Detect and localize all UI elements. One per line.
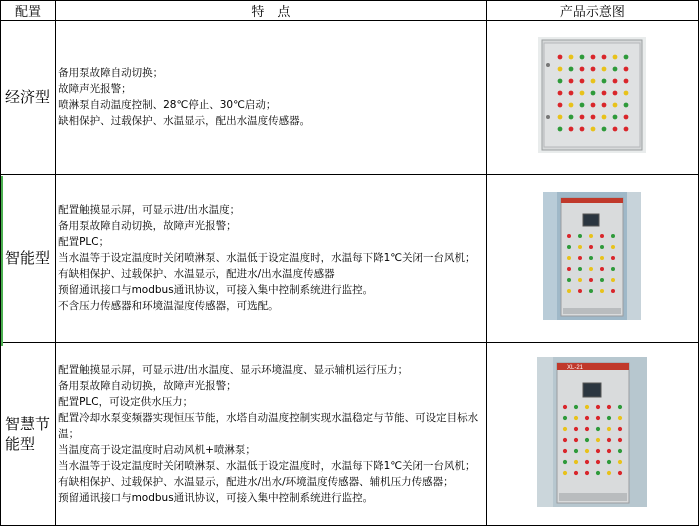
- indicator-light-icon: [624, 67, 629, 72]
- features-cell: [56, 21, 487, 175]
- indicator-light-icon: [618, 438, 622, 442]
- indicator-light-icon: [558, 103, 563, 108]
- row-divider-accent: [1, 176, 3, 346]
- feature-line: 配置冷却水泵变频器实现恒压节能，水塔自动温度控制实现水温稳定与节能、可设定目标水温；: [58, 412, 479, 441]
- indicator-light-icon: [589, 256, 593, 260]
- indicator-light-icon: [613, 91, 618, 96]
- indicator-light-icon: [591, 103, 596, 108]
- indicator-light-icon: [596, 449, 600, 453]
- indicator-light-icon: [624, 55, 629, 60]
- indicator-light-icon: [567, 267, 571, 271]
- features-cell: [56, 174, 487, 343]
- indicator-light-icon: [607, 427, 611, 431]
- feature-line: 有缺相保护、过载保护、水温显示，配进水/出水/环境温度传感器、辅机压力传感器；: [58, 476, 454, 489]
- product-image-cell: [486, 343, 698, 526]
- indicator-light-icon: [563, 416, 567, 420]
- header-features: 特 点: [56, 1, 487, 21]
- indicator-light-icon: [591, 55, 596, 60]
- indicator-light-icon: [596, 438, 600, 442]
- indicator-light-icon: [567, 245, 571, 249]
- product-image-cell: [486, 174, 698, 343]
- type-label: 智慧节能型: [5, 415, 51, 454]
- indicator-light-icon: [585, 416, 589, 420]
- feature-line: 预留通讯接口与modbus通讯协议，可接入集中控制系统进行监控。: [58, 284, 374, 297]
- indicator-light-icon: [596, 405, 600, 409]
- indicator-light-icon: [602, 79, 607, 84]
- indicator-light-icon: [574, 416, 578, 420]
- indicator-light-icon: [569, 103, 574, 108]
- type-label: 经济型: [5, 88, 51, 107]
- indicator-light-icon: [585, 438, 589, 442]
- indicator-light-icon: [580, 127, 585, 132]
- indicator-light-icon: [600, 289, 604, 293]
- indicator-light-icon: [569, 115, 574, 120]
- indicator-light-icon: [607, 449, 611, 453]
- indicator-light-icon: [618, 471, 622, 475]
- indicator-light-icon: [618, 416, 622, 420]
- indicator-light-icon: [611, 234, 615, 238]
- indicator-light-icon: [589, 278, 593, 282]
- indicator-light-icon: [589, 289, 593, 293]
- indicator-light-icon: [591, 127, 596, 132]
- indicator-light-icon: [596, 471, 600, 475]
- indicator-light-icon: [585, 460, 589, 464]
- indicator-light-icon: [567, 234, 571, 238]
- indicator-light-icon: [578, 245, 582, 249]
- indicator-light-icon: [618, 449, 622, 453]
- feature-line: 备用泵故障自动切换，故障声光报警；: [58, 380, 237, 393]
- indicator-light-icon: [563, 471, 567, 475]
- indicator-light-icon: [611, 245, 615, 249]
- feature-line: 不含压力传感器和环境温湿度传感器，可选配。: [58, 300, 279, 313]
- indicator-light-icon: [611, 267, 615, 271]
- header-config: 配置: [1, 1, 56, 21]
- indicator-light-icon: [591, 67, 596, 72]
- indicator-light-icon: [558, 91, 563, 96]
- economy-control-cabinet-image: [538, 37, 646, 153]
- indicator-light-icon: [611, 256, 615, 260]
- indicator-light-icon: [569, 79, 574, 84]
- indicator-light-icon: [591, 79, 596, 84]
- indicator-light-icon: [567, 289, 571, 293]
- indicator-light-icon: [607, 460, 611, 464]
- feature-line: 配置PLC，可设定供水压力；: [58, 396, 194, 409]
- indicator-light-icon: [578, 289, 582, 293]
- feature-line: 预留通讯接口与modbus通讯协议，可接入集中控制系统进行监控。: [58, 492, 374, 505]
- indicator-light-icon: [574, 405, 578, 409]
- indicator-light-icon: [578, 267, 582, 271]
- indicator-light-icon: [602, 115, 607, 120]
- indicator-light-icon: [580, 67, 585, 72]
- indicator-light-icon: [578, 256, 582, 260]
- indicator-light-icon: [567, 256, 571, 260]
- indicator-light-icon: [607, 438, 611, 442]
- indicator-light-icon: [607, 416, 611, 420]
- indicator-light-icon: [618, 405, 622, 409]
- header-product-image: 产品示意图: [486, 1, 698, 21]
- indicator-light-icon: [624, 127, 629, 132]
- indicator-light-icon: [558, 115, 563, 120]
- feature-line: 喷淋泵自动温度控制、28℃停止、30℃启动；: [58, 99, 277, 112]
- type-label: 智能型: [5, 249, 51, 268]
- indicator-light-icon: [602, 103, 607, 108]
- indicator-light-icon: [602, 67, 607, 72]
- indicator-light-icon: [600, 267, 604, 271]
- indicator-light-icon: [563, 438, 567, 442]
- indicator-light-icon: [585, 471, 589, 475]
- energy-saving-control-cabinet-image: [537, 357, 647, 507]
- type-cell: [1, 174, 56, 343]
- indicator-light-icon: [574, 449, 578, 453]
- indicator-light-icon: [569, 55, 574, 60]
- table-row-economy: [1, 21, 699, 175]
- indicator-light-icon: [567, 278, 571, 282]
- indicator-light-icon: [611, 278, 615, 282]
- indicator-light-icon: [624, 91, 629, 96]
- indicator-light-icon: [613, 79, 618, 84]
- indicator-light-icon: [563, 449, 567, 453]
- indicator-light-icon: [611, 289, 615, 293]
- indicator-light-icon: [585, 405, 589, 409]
- indicator-light-icon: [602, 55, 607, 60]
- feature-line: 备用泵故障自动切换；: [58, 67, 164, 80]
- type-cell: [1, 21, 56, 175]
- indicator-light-icon: [563, 405, 567, 409]
- indicator-light-icon: [589, 267, 593, 271]
- indicator-light-icon: [569, 67, 574, 72]
- indicator-light-icon: [574, 460, 578, 464]
- indicator-light-icon: [574, 427, 578, 431]
- table-row-smart: [1, 174, 699, 343]
- indicator-light-icon: [580, 115, 585, 120]
- indicator-light-icon: [607, 405, 611, 409]
- indicator-light-icon: [613, 115, 618, 120]
- indicator-light-icon: [589, 245, 593, 249]
- indicator-light-icon: [613, 67, 618, 72]
- indicator-light-icon: [591, 115, 596, 120]
- indicator-light-icon: [580, 55, 585, 60]
- indicator-light-icon: [624, 103, 629, 108]
- smart-control-cabinet-image: [543, 192, 641, 320]
- table-row-energy-saving: [1, 343, 699, 526]
- indicator-light-icon: [600, 278, 604, 282]
- indicator-light-icon: [589, 234, 593, 238]
- indicator-light-icon: [624, 79, 629, 84]
- indicator-light-icon: [569, 91, 574, 96]
- feature-line: 当温度高于设定温度时启动风机+喷淋泵；: [58, 444, 256, 457]
- feature-line: 当水温等于设定温度时关闭喷淋泵、水温低于设定温度时，水温每下降1℃关闭一台风机；: [58, 460, 476, 473]
- indicator-light-icon: [607, 471, 611, 475]
- indicator-light-icon: [580, 79, 585, 84]
- indicator-light-icon: [585, 427, 589, 431]
- indicator-light-icon: [613, 127, 618, 132]
- indicator-light-icon: [580, 91, 585, 96]
- indicator-light-icon: [558, 127, 563, 132]
- feature-line: 缺相保护、过载保护、水温显示，配出水温度传感器。: [58, 115, 311, 128]
- feature-line: 故障声光报警；: [58, 83, 132, 96]
- cabinet-nameplate: XL-21: [567, 365, 584, 372]
- type-cell: [1, 343, 56, 526]
- indicator-light-icon: [569, 127, 574, 132]
- feature-line: 配置PLC；: [58, 236, 110, 249]
- indicator-light-icon: [578, 278, 582, 282]
- indicator-light-icon: [596, 427, 600, 431]
- feature-line: 配置触摸显示屏，可显示进/出水温度；: [58, 204, 241, 217]
- indicator-light-icon: [591, 91, 596, 96]
- feature-line: 配置触摸显示屏，可显示进/出水温度、显示环境温度、显示辅机运行压力；: [58, 364, 409, 377]
- feature-line: 有缺相保护、过载保护、水温显示，配进水/出水温度传感器: [58, 268, 335, 281]
- indicator-light-icon: [618, 460, 622, 464]
- indicator-light-icon: [574, 471, 578, 475]
- indicator-light-icon: [558, 55, 563, 60]
- indicator-light-icon: [558, 67, 563, 72]
- product-image-cell: [486, 21, 698, 175]
- indicator-light-icon: [600, 245, 604, 249]
- features-cell: [56, 343, 487, 526]
- indicator-light-icon: [563, 460, 567, 464]
- indicator-light-icon: [600, 234, 604, 238]
- indicator-light-icon: [602, 91, 607, 96]
- indicator-light-icon: [580, 103, 585, 108]
- indicator-light-icon: [602, 127, 607, 132]
- indicator-light-icon: [596, 416, 600, 420]
- indicator-light-icon: [600, 256, 604, 260]
- feature-line: 当水温等于设定温度时关闭喷淋泵、水温低于设定温度时，水温每下降1℃关闭一台风机；: [58, 252, 476, 265]
- indicator-light-icon: [578, 234, 582, 238]
- table-header-row: [1, 1, 699, 21]
- indicator-light-icon: [613, 55, 618, 60]
- indicator-light-icon: [574, 438, 578, 442]
- indicator-light-icon: [563, 427, 567, 431]
- indicator-light-icon: [613, 103, 618, 108]
- indicator-light-icon: [558, 79, 563, 84]
- indicator-light-icon: [585, 449, 589, 453]
- indicator-light-icon: [624, 115, 629, 120]
- indicator-light-icon: [618, 427, 622, 431]
- feature-line: 备用泵故障自动切换，故障声光报警；: [58, 220, 237, 233]
- indicator-light-icon: [596, 460, 600, 464]
